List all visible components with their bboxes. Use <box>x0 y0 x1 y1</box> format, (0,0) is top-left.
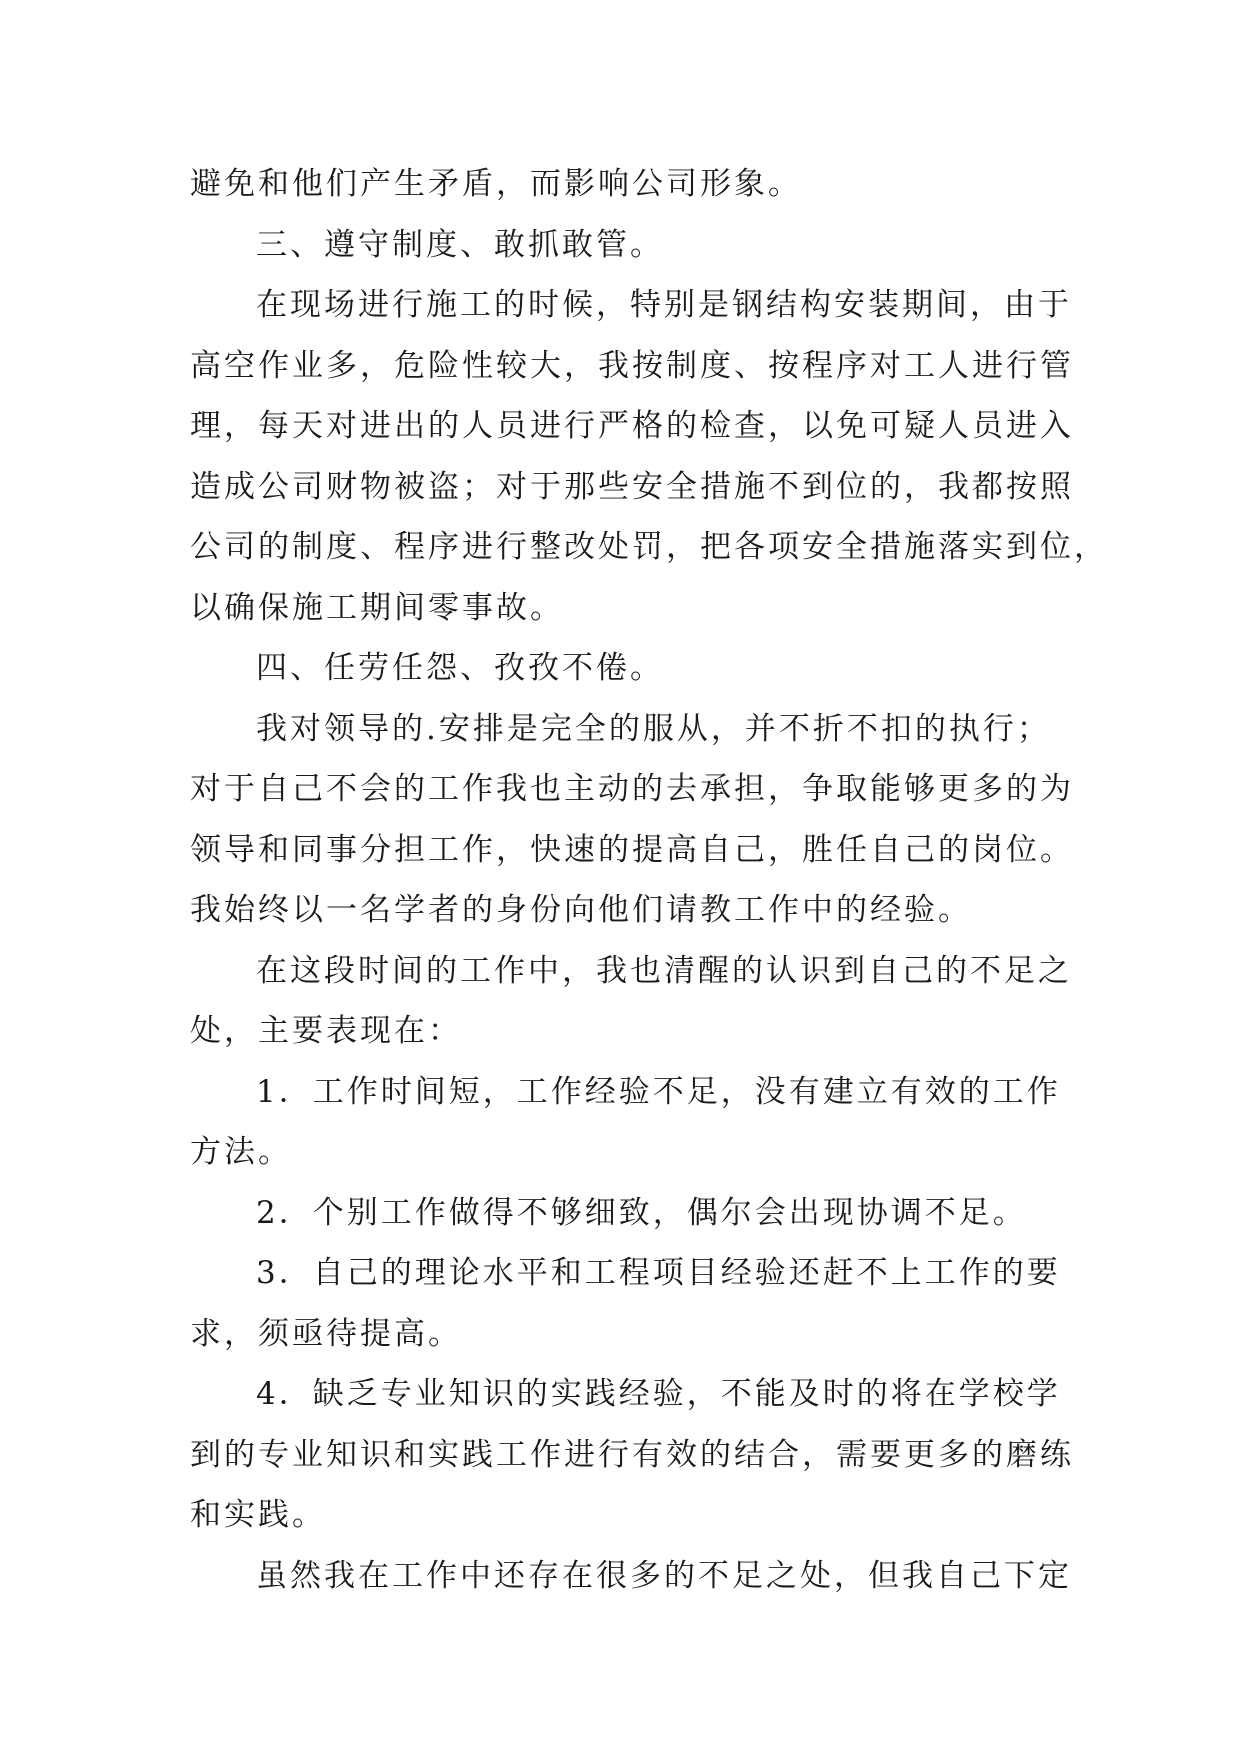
text-line: 我对领导的.安排是完全的服从，并不折不扣的执行； <box>256 710 1051 747</box>
text-line: 三、遵守制度、敢抓敢管。 <box>256 226 664 263</box>
text-line: 在现场进行施工的时候，特别是钢结构安装期间，由于 <box>256 287 1072 323</box>
text-line: 到的专业知识和实践工作进行有效的结合，需要更多的磨练 <box>190 1436 1074 1473</box>
text-line: 求，须亟待提高。 <box>190 1315 462 1352</box>
text-line: 领导和同事分担工作，快速的提高自己，胜任自己的岗位。 <box>190 831 1074 868</box>
text-line: 高空作业多，危险性较大，我按制度、按程序对工人进行管 <box>190 347 1074 384</box>
text-line: 3．自己的理论水平和工程项目经验还赶不上工作的要 <box>256 1255 1061 1291</box>
text-line: 公司的制度、程序进行整改处罚，把各项安全措施落实到位， <box>190 529 1108 565</box>
text-line: 虽然我在工作中还存在很多的不足之处，但我自己下定 <box>256 1557 1072 1594</box>
text-line: 对于自己不会的工作我也主动的去承担，争取能够更多的为 <box>190 771 1074 807</box>
text-line: 1．工作时间短，工作经验不足，没有建立有效的工作 <box>256 1073 1061 1110</box>
document-body <box>190 154 1108 1606</box>
text-line: 我始终以一名学者的身份向他们请教工作中的经验。 <box>190 892 972 928</box>
text-line: 和实践。 <box>190 1497 326 1533</box>
text-line: 避免和他们产生矛盾，而影响公司形象。 <box>190 166 802 202</box>
text-line: 2．个别工作做得不够细致，偶尔会出现协调不足。 <box>256 1194 1027 1231</box>
text-line: 造成公司财物被盗；对于那些安全措施不到位的，我都按照 <box>190 468 1074 505</box>
text-line: 理，每天对进出的人员进行严格的检查，以免可疑人员进入 <box>190 408 1074 444</box>
text-line: 在这段时间的工作中，我也清醒的认识到自己的不足之 <box>256 952 1072 989</box>
text-line: 4．缺乏专业知识的实践经验，不能及时的将在学校学 <box>256 1376 1061 1412</box>
text-line: 处，主要表现在： <box>190 1013 462 1049</box>
text-line: 以确保施工期间零事故。 <box>190 589 564 626</box>
text-line: 方法。 <box>190 1134 292 1170</box>
text-line: 四、任劳任怨、孜孜不倦。 <box>256 650 664 686</box>
